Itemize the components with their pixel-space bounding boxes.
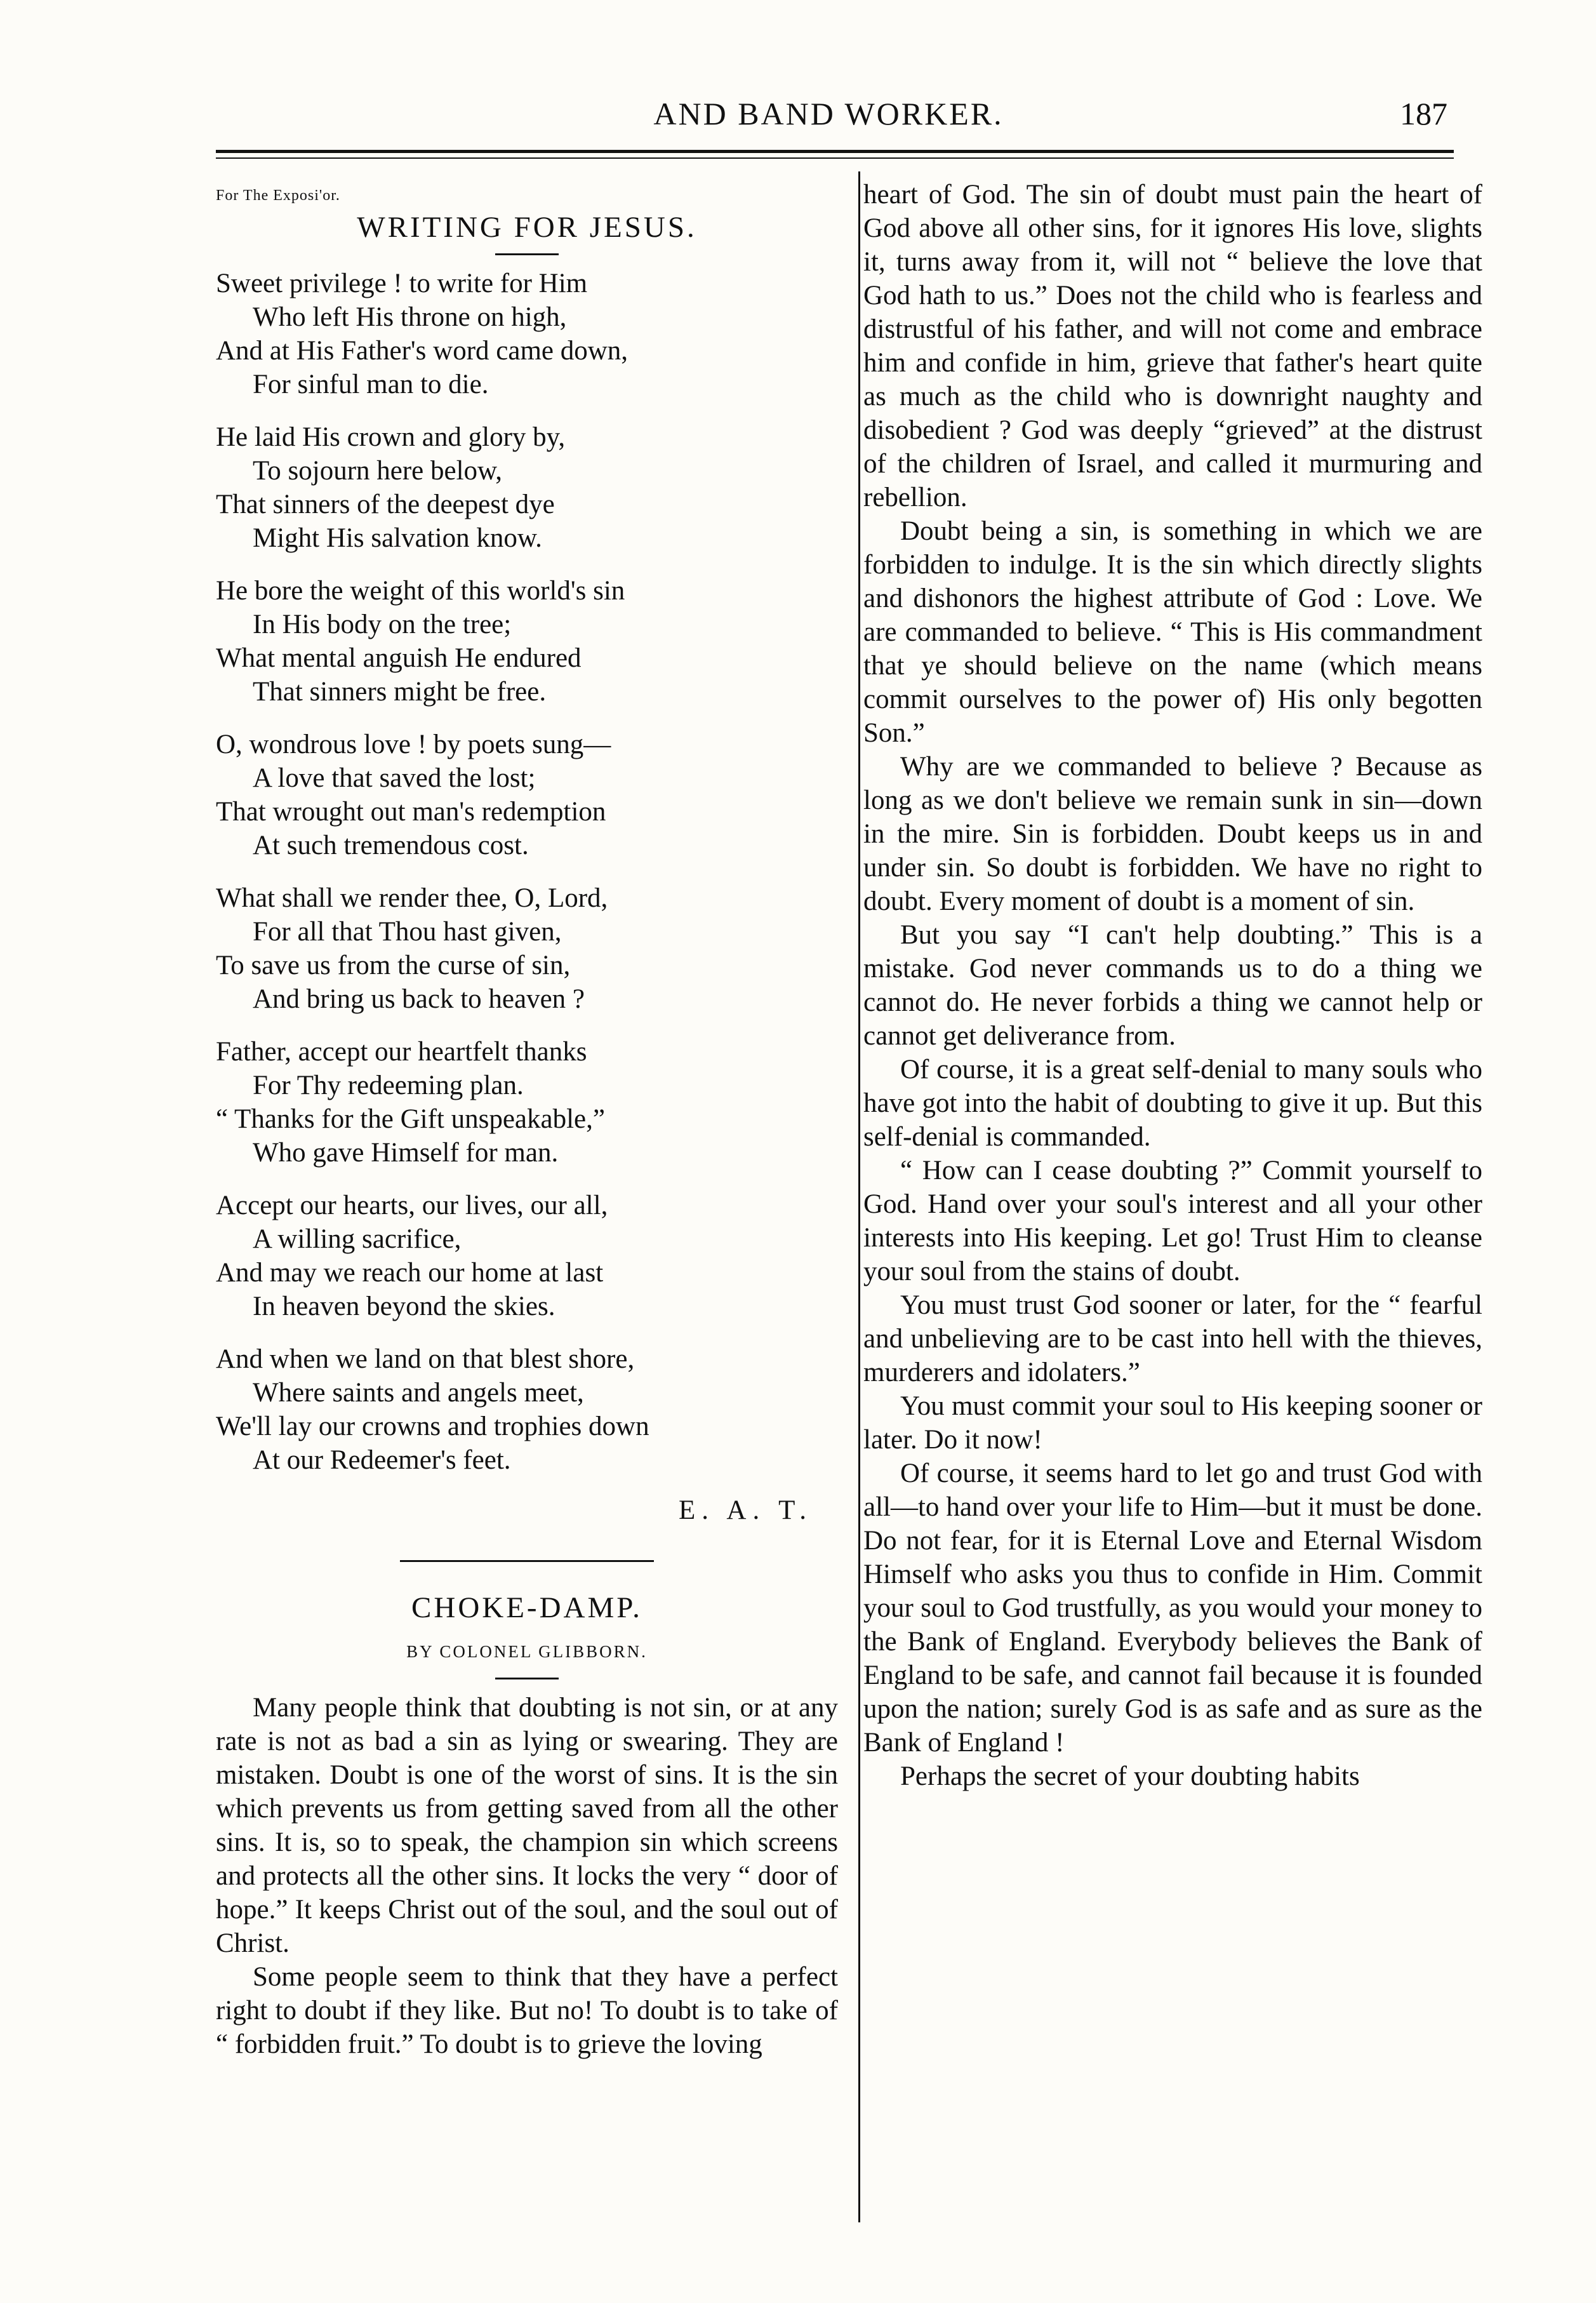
poem-line: He bore the weight of this world's sin xyxy=(216,576,625,606)
paragraph: Some people seem to think that they have a perfect right to doubt if they like. But no! To doubt is to take of “ forbidden fruit.” To doubt is to grieve the loving xyxy=(216,1962,838,2059)
section-rule xyxy=(400,1560,654,1562)
poem-line: What mental anguish He endured xyxy=(216,643,582,673)
poem-line: Father, accept our heartfelt thanks xyxy=(216,1037,587,1067)
stanza xyxy=(216,574,838,709)
poem-line: For all that Thou hast given, xyxy=(253,917,562,947)
poem-line: For sinful man to die. xyxy=(253,370,489,399)
poem-line: For Thy redeeming plan. xyxy=(253,1071,524,1100)
title-rule xyxy=(495,253,559,255)
paragraph: “ How can I cease doubting ?” Commit yourself to God. Hand over your soul's interest and all your other interests into His keeping. Let go! Trust Him to cleanse your soul from the stains of doubt. xyxy=(863,1156,1482,1286)
article-title: CHOKE-DAMP. xyxy=(411,1591,642,1624)
poem-line: Who gave Himself for man. xyxy=(253,1138,559,1168)
poem-line: That sinners of the deepest dye xyxy=(216,490,555,519)
stanza xyxy=(216,1342,838,1477)
source-note: For The Exposi'or. xyxy=(216,187,340,204)
paragraph: You must trust God sooner or later, for the “ fearful and unbelieving are to be cast into hell with the thieves, murderers and idolaters.” xyxy=(863,1290,1482,1387)
poem-title: WRITING FOR JESUS. xyxy=(357,211,697,244)
paragraph: You must commit your soul to His keeping sooner or later. Do it now! xyxy=(863,1391,1482,1455)
stanza xyxy=(216,881,838,1016)
poem-line: A love that saved the lost; xyxy=(253,763,536,793)
paragraph: Doubt being a sin, is something in which we are forbidden to indulge. It is the sin which directly slights and dishonors the highest attribute of God : Love. We are commanded to believe. “ This is His commandment that ye should believe on the name (which means commit ourselves to the power of) His only begotten Son.” xyxy=(863,516,1482,748)
poem-line: And at His Father's word came down, xyxy=(216,336,628,366)
paragraph: Perhaps the secret of your doubting habits xyxy=(900,1761,1360,1791)
left-column xyxy=(216,178,838,2061)
running-title: AND BAND WORKER. xyxy=(653,96,1004,131)
poem-line: To save us from the curse of sin, xyxy=(216,951,571,980)
paragraph: heart of God. The sin of doubt must pain the heart of God above all other sins, for it ignores His love, slights it, turns away from it, will not “ believe the love that God hath to us.” Does not the child who is fearless and distrustful of his father, and will not come and embrace him and confide in him, grieve that father's heart quite as much as the child who is downright naughty and disobedient ? God was deeply “grieved” at the distrust of the children of Israel, and called it murmuring and rebellion. xyxy=(863,180,1482,512)
paragraph: Of course, it is a great self-denial to many souls who have got into the habit of doubting to give it up. But this self-denial is commanded. xyxy=(863,1055,1482,1152)
page-header xyxy=(209,95,1447,146)
poem-line: In heaven beyond the skies. xyxy=(253,1292,555,1321)
column-divider xyxy=(858,171,860,2222)
poem-line: And when we land on that blest shore, xyxy=(216,1344,635,1374)
poem-line: Where saints and angels meet, xyxy=(253,1378,584,1408)
paragraph: Why are we commanded to believe ? Because as long as we don't believe we remain sunk in sin—down in the mire. Sin is forbidden. Doubt keeps us in and under sin. So doubt is forbidden. We have no right to doubt. Every moment of doubt is a moment of sin. xyxy=(863,752,1482,916)
poem-line: He laid His crown and glory by, xyxy=(216,422,566,452)
stanza xyxy=(216,420,838,555)
poem-line: And bring us back to heaven ? xyxy=(253,984,585,1014)
poem-line: Accept our hearts, our lives, our all, xyxy=(216,1191,608,1220)
paragraph: Of course, it seems hard to let go and trust God with all—to hand over your life to Him—but it must be done. Do not fear, for it is Eternal Love and Eternal Wisdom Himself who asks you thus to confide in Him. Commit your soul to God trustfully, as you would your money to the Bank of England. Everybody believes the Bank of England to be safe, and cannot fail because it is founded upon the nation; surely God is as safe and as sure as the Bank of England ! xyxy=(863,1459,1482,1758)
poem-line: O, wondrous love ! by poets sung— xyxy=(216,730,611,759)
poem-line: We'll lay our crowns and trophies down xyxy=(216,1412,649,1441)
poem-line: That sinners might be free. xyxy=(253,677,547,707)
article-body-right xyxy=(863,178,1482,1793)
right-column xyxy=(863,178,1482,1793)
poem-line: What shall we render thee, O, Lord, xyxy=(216,883,608,913)
poem-line: That wrought out man's redemption xyxy=(216,797,606,827)
poem-line: A willing sacrifice, xyxy=(253,1224,462,1254)
poem-line: At our Redeemer's feet. xyxy=(253,1445,511,1475)
paragraph: But you say “I can't help doubting.” This is a mistake. God never commands us to do a thing we cannot do. He never forbids a thing we cannot help or cannot get deliverance from. xyxy=(863,920,1482,1051)
poem-line: Might His salvation know. xyxy=(253,523,542,553)
stanza xyxy=(216,1189,838,1323)
poem-line: Who left His throne on high, xyxy=(253,302,567,332)
header-rule-thin xyxy=(216,157,1454,159)
page-number: 187 xyxy=(1400,96,1447,131)
stanza xyxy=(216,267,838,401)
poem-line: To sojourn here below, xyxy=(253,456,503,486)
header-rule-thick xyxy=(216,150,1454,153)
poem-line: At such tremendous cost. xyxy=(253,831,529,860)
poem-line: “ Thanks for the Gift unspeakable,” xyxy=(216,1104,605,1134)
poem-line: And may we reach our home at last xyxy=(216,1258,604,1288)
poem-line: Sweet privilege ! to write for Him xyxy=(216,269,588,298)
stanza xyxy=(216,1035,838,1170)
article-body-left xyxy=(216,1691,838,2061)
paragraph: Many people think that doubting is not sin, or at any rate is not as bad a sin as lying or swearing. They are mistaken. Doubt is one of the worst of sins. It is the sin which prevents us from getting saved from all the other sins. It is, so to speak, the champion sin which screens and protects all the other sins. It locks the very “ door of hope.” It keeps Christ out of the soul, and the soul out of Christ. xyxy=(216,1693,838,1958)
poem xyxy=(216,267,838,1477)
byline-rule xyxy=(495,1678,559,1679)
poem-line: In His body on the tree; xyxy=(253,610,512,639)
article-byline: BY COLONEL GLIBBORN. xyxy=(406,1642,648,1661)
poem-signature: E. A. T. xyxy=(679,1495,813,1525)
stanza xyxy=(216,728,838,862)
